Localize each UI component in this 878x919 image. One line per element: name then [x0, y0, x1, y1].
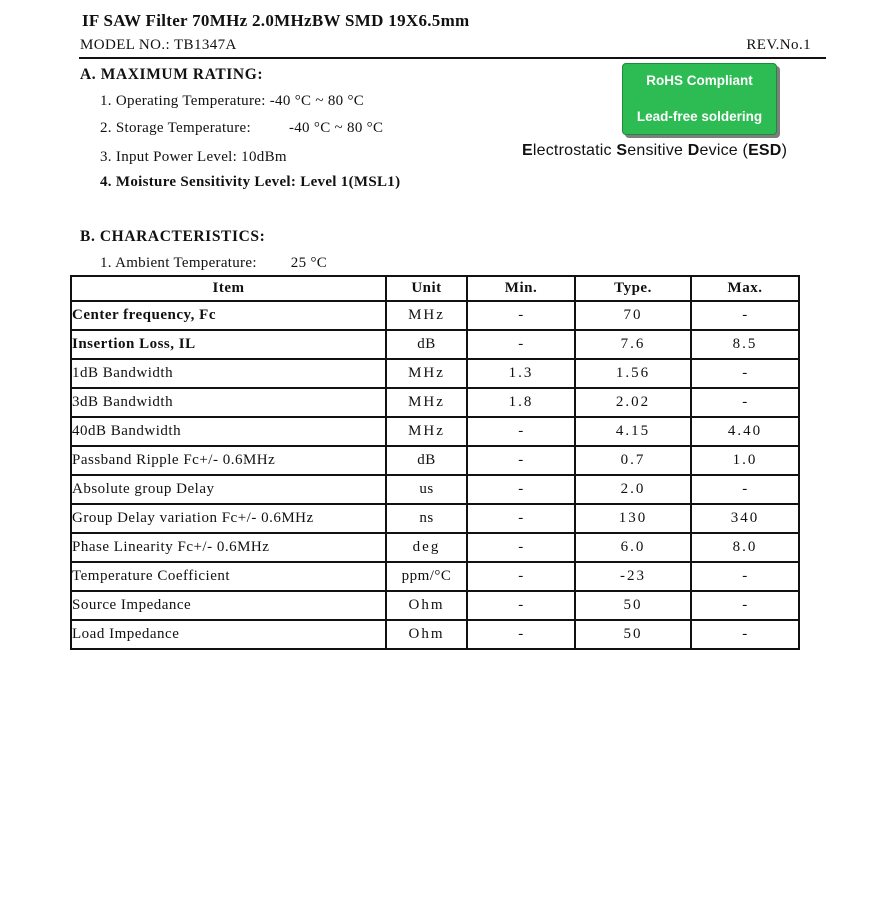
- column-header-item: Item: [71, 276, 386, 301]
- cell-min: -: [467, 504, 575, 533]
- esd-notice: [522, 142, 787, 160]
- table-row: [71, 591, 799, 620]
- cell-typ: 4.15: [575, 417, 691, 446]
- cell-unit: MHz: [386, 301, 467, 330]
- cell-typ: 0.7: [575, 446, 691, 475]
- max-rating-heading: A. MAXIMUM RATING:: [80, 66, 264, 83]
- cell-unit: ns: [386, 504, 467, 533]
- cell-unit: dB: [386, 446, 467, 475]
- cell-max: -: [691, 359, 799, 388]
- cell-max: 1.0: [691, 446, 799, 475]
- cell-typ: 70: [575, 301, 691, 330]
- cell-item: Passband Ripple Fc+/- 0.6MHz: [71, 446, 386, 475]
- rating-label: 2. Storage Temperature:: [100, 120, 251, 136]
- cell-max: -: [691, 475, 799, 504]
- cell-max: -: [691, 620, 799, 649]
- esd-text: ensitive: [627, 142, 688, 159]
- rating-value: Level 1(MSL1): [300, 174, 401, 190]
- cell-unit: MHz: [386, 359, 467, 388]
- ambient-temperature: [100, 255, 327, 272]
- table-row: [71, 301, 799, 330]
- cell-typ: 6.0: [575, 533, 691, 562]
- cell-min: 1.8: [467, 388, 575, 417]
- table-row: [71, 330, 799, 359]
- cell-max: 8.0: [691, 533, 799, 562]
- cell-item: Absolute group Delay: [71, 475, 386, 504]
- rating-value: 10dBm: [241, 149, 287, 165]
- cell-max: -: [691, 388, 799, 417]
- cell-max: -: [691, 562, 799, 591]
- cell-max: -: [691, 301, 799, 330]
- rating-moisture-sensitivity: [100, 174, 400, 191]
- column-header-type: Type.: [575, 276, 691, 301]
- cell-typ: 7.6: [575, 330, 691, 359]
- table-row: [71, 446, 799, 475]
- esd-text: ): [781, 142, 788, 159]
- cell-item: 1dB Bandwidth: [71, 359, 386, 388]
- rating-label: 1. Operating Temperature:: [100, 93, 266, 109]
- table-row: [71, 388, 799, 417]
- table-row: [71, 562, 799, 591]
- cell-unit: us: [386, 475, 467, 504]
- cell-item: Load Impedance: [71, 620, 386, 649]
- rating-label: 3. Input Power Level:: [100, 149, 238, 165]
- cell-min: -: [467, 417, 575, 446]
- esd-abbrev: ESD: [748, 142, 782, 159]
- cell-item: Phase Linearity Fc+/- 0.6MHz: [71, 533, 386, 562]
- rating-storage-temperature: [100, 120, 383, 137]
- cell-max: 340: [691, 504, 799, 533]
- esd-text: lectrostatic: [532, 142, 617, 159]
- esd-letter: D: [687, 142, 700, 159]
- cell-min: -: [467, 446, 575, 475]
- cell-typ: -23: [575, 562, 691, 591]
- cell-min: -: [467, 301, 575, 330]
- cell-unit: ppm/°C: [386, 562, 467, 591]
- esd-letter: E: [522, 142, 533, 159]
- ambient-label: 1. Ambient Temperature:: [100, 255, 257, 271]
- table-row: [71, 359, 799, 388]
- table-row: [71, 533, 799, 562]
- table-row: [71, 417, 799, 446]
- column-header-max: Max.: [691, 276, 799, 301]
- esd-text: evice (: [699, 142, 749, 159]
- cell-unit: dB: [386, 330, 467, 359]
- rohs-badge: [622, 63, 777, 135]
- cell-item: Source Impedance: [71, 591, 386, 620]
- header-divider: [79, 57, 826, 59]
- cell-typ: 2.0: [575, 475, 691, 504]
- cell-item: Group Delay variation Fc+/- 0.6MHz: [71, 504, 386, 533]
- cell-max: -: [691, 591, 799, 620]
- column-header-unit: Unit: [386, 276, 467, 301]
- cell-typ: 1.56: [575, 359, 691, 388]
- cell-max: 8.5: [691, 330, 799, 359]
- table-row: [71, 475, 799, 504]
- cell-min: -: [467, 591, 575, 620]
- cell-item: Center frequency, Fc: [71, 301, 386, 330]
- cell-max: 4.40: [691, 417, 799, 446]
- ambient-value: 25 °C: [290, 255, 328, 271]
- cell-item: 3dB Bandwidth: [71, 388, 386, 417]
- rating-input-power: [100, 149, 287, 166]
- cell-unit: Ohm: [386, 591, 467, 620]
- esd-letter: S: [616, 142, 628, 159]
- cell-item: Insertion Loss, IL: [71, 330, 386, 359]
- page-title: IF SAW Filter 70MHz 2.0MHzBW SMD 19X6.5mm: [82, 11, 470, 30]
- cell-min: -: [467, 330, 575, 359]
- cell-typ: 2.02: [575, 388, 691, 417]
- model-number: MODEL NO.: TB1347A: [80, 37, 237, 53]
- rating-value: -40 °C ~ 80 °C: [288, 120, 384, 136]
- cell-item: 40dB Bandwidth: [71, 417, 386, 446]
- rohs-compliant-label: RoHS Compliant: [646, 73, 753, 88]
- cell-unit: MHz: [386, 417, 467, 446]
- cell-min: -: [467, 562, 575, 591]
- table-row: [71, 620, 799, 649]
- table-header-row: [71, 276, 799, 301]
- cell-item: Temperature Coefficient: [71, 562, 386, 591]
- rating-value: -40 °C ~ 80 °C: [269, 93, 365, 109]
- cell-min: -: [467, 620, 575, 649]
- cell-typ: 50: [575, 620, 691, 649]
- cell-unit: deg: [386, 533, 467, 562]
- column-header-min: Min.: [467, 276, 575, 301]
- rating-label: 4. Moisture Sensitivity Level:: [100, 174, 297, 190]
- rating-operating-temperature: [100, 93, 364, 110]
- cell-min: -: [467, 475, 575, 504]
- cell-typ: 130: [575, 504, 691, 533]
- cell-unit: Ohm: [386, 620, 467, 649]
- table-row: [71, 504, 799, 533]
- characteristics-table: [70, 275, 800, 650]
- revision-number: REV.No.1: [746, 37, 811, 53]
- cell-min: 1.3: [467, 359, 575, 388]
- cell-unit: MHz: [386, 388, 467, 417]
- lead-free-label: Lead-free soldering: [636, 109, 763, 124]
- characteristics-heading: B. CHARACTERISTICS:: [80, 228, 266, 245]
- cell-typ: 50: [575, 591, 691, 620]
- cell-min: -: [467, 533, 575, 562]
